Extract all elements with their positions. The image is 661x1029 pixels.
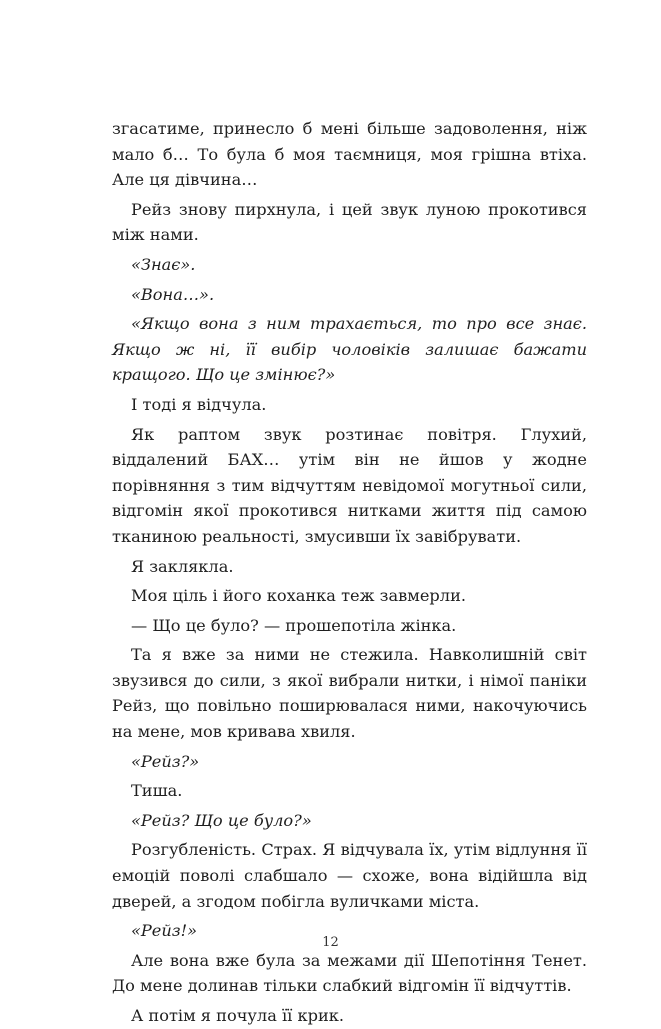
italic-thought: «Вона…». bbox=[131, 284, 215, 304]
italic-thought: «Якщо вона з ним трахається, то про все знає. Якщо ж ні, її вибір чоловіків залишає бажати кращого. Що це змінює?» bbox=[112, 314, 587, 385]
paragraph: Моя ціль і його коханка теж завмерли. bbox=[131, 586, 466, 606]
paragraph: Рейз знову пирхнула, і цей звук луною прокотився між нами. bbox=[112, 199, 587, 245]
paragraph: Як раптом звук розтинає повітря. Глухий, віддалений БАХ… утім він не йшов у жодне порівняння з тим відчуттям невідомої могутньої сили, відгомін якої прокотився нитками життя під самою тканиною реальності, змусивши їх завібрувати. bbox=[112, 424, 587, 546]
italic-thought: «Рейз?» bbox=[131, 751, 200, 771]
paragraph: Але вона вже була за межами дії Шепотіння Тенет. До мене долинав тільки слабкий відгомін її відчуттів. bbox=[112, 950, 587, 996]
dialogue-line: — Що це було? — прошепотіла жінка. bbox=[131, 615, 457, 635]
paragraph: Та я вже за ними не стежила. Навколишній світ звузився до сили, з якої вибрали нитки, і німої паніки Рейз, що повільно поширювалася ними, накочуючись на мене, мов кривава хвиля. bbox=[112, 645, 587, 742]
paragraph: Тиша. bbox=[131, 781, 183, 801]
paragraph: Я заклякла. bbox=[131, 556, 234, 576]
italic-thought: «Рейз!» bbox=[131, 921, 198, 941]
page-body bbox=[112, 116, 587, 1029]
paragraph: Розгубленість. Страх. Я відчувала їх, утім відлуння її емоцій поволі слабшало — схоже, вона відійшла від дверей, а згодом побігла вуличками міста. bbox=[112, 840, 587, 911]
paragraph: згасатиме, принесло б мені більше задоволення, ніж мало б… То була б моя таємниця, моя грішна втіха. Але ця дівчина… bbox=[112, 119, 587, 190]
italic-thought: «Рейз? Що це було?» bbox=[131, 810, 312, 830]
paragraph: І тоді я відчула. bbox=[131, 394, 267, 414]
page-number: 12 bbox=[322, 935, 339, 950]
paragraph: А потім я почула її крик. bbox=[131, 1006, 345, 1025]
italic-thought: «Знає». bbox=[131, 254, 196, 274]
